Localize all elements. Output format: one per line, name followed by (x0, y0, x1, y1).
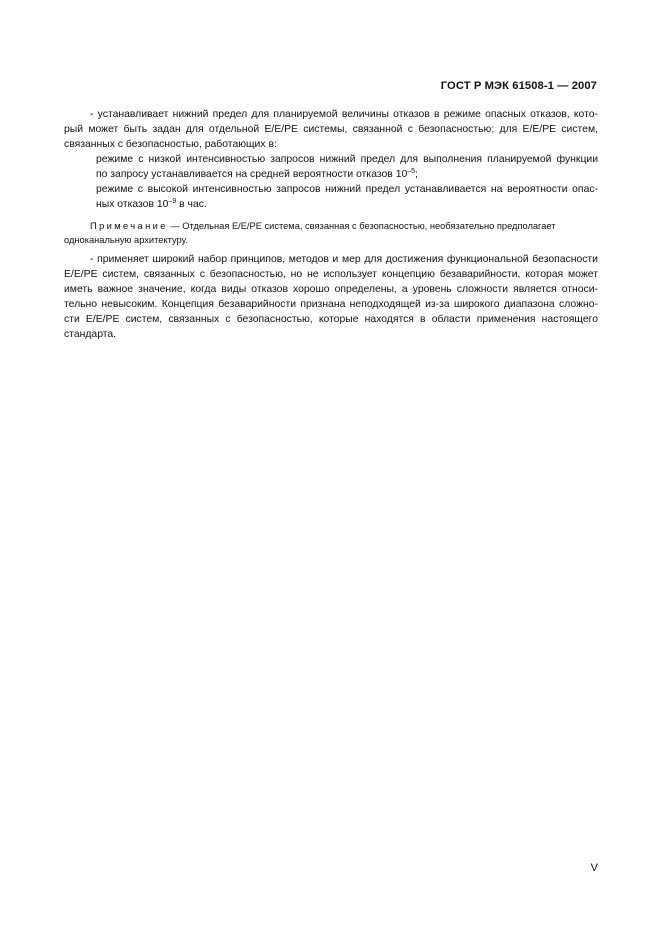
note-line (64, 219, 598, 233)
text-line: рый может быть задан для отдельной Е/Е/РЕ системы, связанной с безопасностью; для Е/Е/РЕ систем, (64, 124, 598, 135)
note-label: Примечание (90, 221, 168, 231)
exponent: –9 (168, 198, 177, 205)
note-dash: — (167, 221, 183, 231)
note (64, 219, 598, 247)
text-line: иметь важное значение, когда виды отказов хорошо определены, а уровень сложности является относи- (64, 284, 598, 295)
paragraph-principles (64, 252, 598, 342)
note-text: Отдельная Е/Е/РЕ система, связанная с безопасностью, необязательно предполагает (182, 221, 556, 231)
text-line: стандарта. (64, 329, 117, 340)
text-line: режиме с низкой интенсивностью запросов нижний предел для выполнения планируемой функции (96, 154, 598, 165)
low-demand-mode (64, 152, 598, 182)
high-demand-mode (64, 182, 598, 212)
page-header: ГОСТ Р МЭК 61508-1 — 2007 (440, 80, 597, 92)
text-line (96, 197, 598, 212)
note-line: одноканальную архитектуру. (64, 235, 188, 245)
exponent: –5 (407, 168, 416, 175)
text-fragment: по запросу устанавливается на средней вероятности отказов 10 (96, 169, 408, 180)
text-line: режиме с высокой интенсивностью запросов нижний предел устанавливается на вероятности опас- (96, 184, 598, 195)
paragraph-lower-limit (64, 107, 598, 212)
text-line: тельно невысоким. Концепция безаварийности признана неподходящей из-за широкого диапазона сложно- (64, 299, 598, 310)
text-line: сти Е/Е/РЕ систем, связанных с безопасностью, которые находятся в области применения настоящего (64, 314, 598, 325)
text-line: - устанавливает нижний предел для планируемой величины отказов в режиме опасных отказов, кото- (90, 109, 598, 120)
text-fragment: ; (415, 169, 418, 180)
text-line (96, 167, 598, 182)
text-line: Е/Е/РЕ систем, связанных с безопасностью, но не использует концепцию безаварийности, которая может (64, 269, 598, 280)
text-fragment: ных отказов 10 (96, 199, 169, 210)
page-number: V (590, 862, 598, 874)
text-line: связанных с безопасностью, работающих в: (64, 139, 277, 150)
text-fragment: в час. (176, 199, 207, 210)
document-body (64, 107, 598, 342)
text-line: - применяет широкий набор принципов, методов и мер для достижения функциональной безопасности (90, 254, 598, 265)
